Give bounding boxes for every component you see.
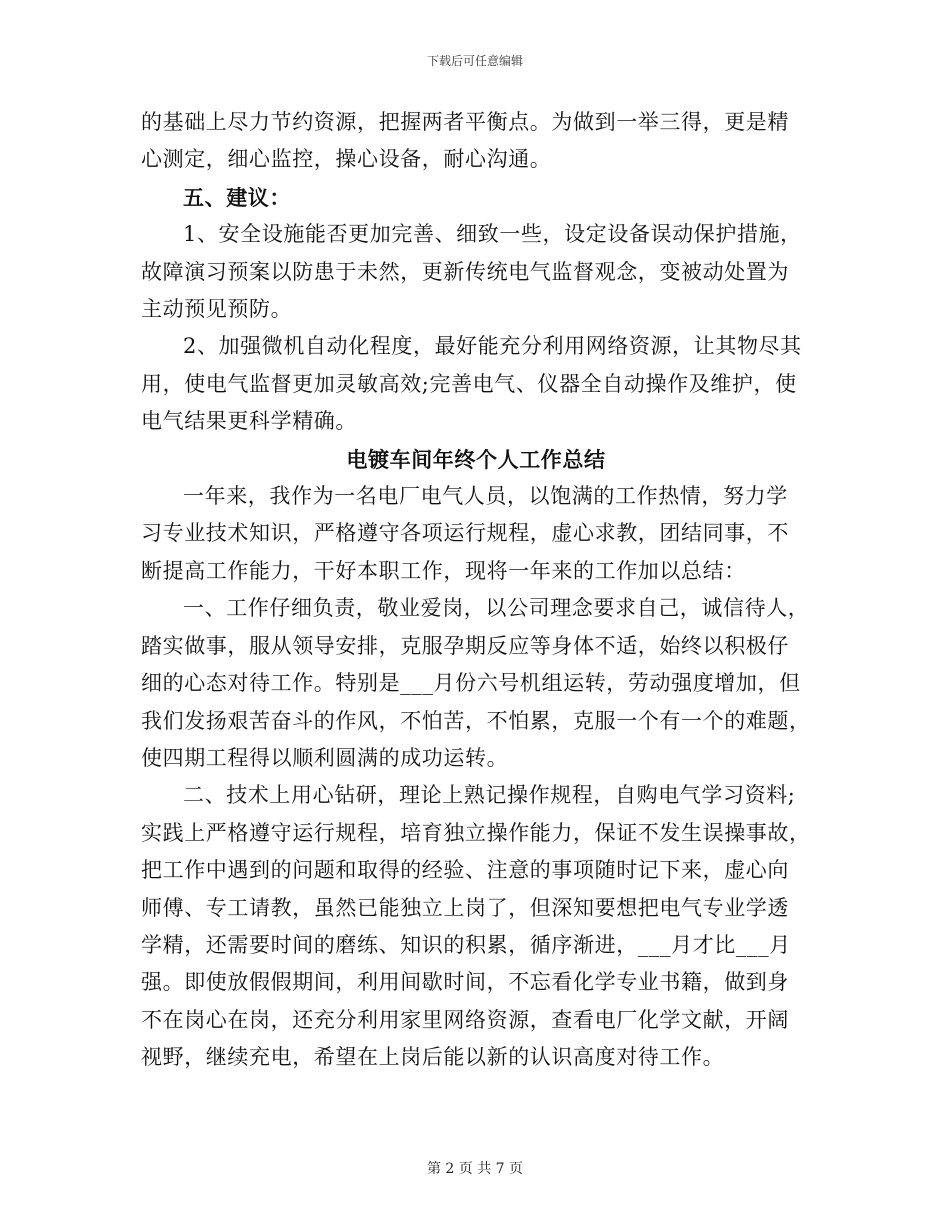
body-line: 不在岗心在岗，还充分利用家里网络资源，查看电厂化学文献，开阔 [141,1007,789,1032]
body-line: 踏实做事，服从领导安排，克服孕期反应等身体不适，始终以积极仔 [141,633,789,658]
body-line: 师傅、专工请教，虽然已能独立上岗了，但深知要想把电气专业学透 [141,895,789,920]
body-line: 的基础上尽力节约资源，把握两者平衡点。为做到一举三得，更是精 [141,110,789,134]
body-line: 一、工作仔细负责，敬业爱岗，以公司理念要求自己，诚信待人， [183,596,810,621]
body-line: 细的心态对待工作。特别是___月份六号机组运转，劳动强度增加，但 [141,671,801,696]
body-line: 习专业技术知识，严格遵守各项运行规程，虚心求教，团结同事，不 [141,521,789,546]
body-line: 心测定，细心监控，操心设备，耐心沟通。 [141,147,552,172]
body-line: 电气结果更科学精确。 [141,409,357,434]
body-line: 用，使电气监督更加灵敏高效;完善电气、仪器全自动操作及维护，使 [141,371,797,396]
body-line: 1、安全设施能否更加完善、细致一些，设定设备误动保护措施， [183,222,802,247]
body-line: 故障演习预案以防患于未然，更新传统电气监督观念，变被动处置为 [141,259,789,284]
body-line: 一年来，我作为一名电厂电气人员，以饱满的工作热情，努力学 [183,484,788,509]
body-line: 学精，还需要时间的磨练、知识的积累，循序渐进，___月才比___月 [141,932,791,957]
section-heading-suggestions: 五、建议： [183,184,291,210]
body-line: 强。即使放假假期间，利用间歇时间，不忘看化学专业书籍，做到身 [141,970,789,995]
page-header: 下载后可任意编辑 [426,54,523,68]
body-line: 2、加强微机自动化程度，最好能充分利用网络资源，让其物尽其 [183,334,802,359]
document-body [141,104,811,1077]
body-line: 断提高工作能力，干好本职工作，现将一年来的工作加以总结： [141,558,746,583]
body-line: 视野，继续充电，希望在上岗后能以新的认识高度对待工作。 [141,1045,725,1070]
page-footer: 第 2 页 共 7 页 [426,1161,524,1177]
body-line: 我们发扬艰苦奋斗的作风，不怕苦，不怕累，克服一个有一个的难题， [141,708,811,733]
body-line: 把工作中遇到的问题和取得的经验、注意的事项随时记下来，虚心向 [141,858,789,883]
body-line: 使四期工程得以顺利圆满的成功运转。 [141,745,509,770]
body-line: 实践上严格遵守运行规程，培育独立操作能力，保证不发生误操事故， [141,820,811,845]
document-title: 电镀车间年终个人工作总结 [346,446,606,472]
body-line: 二、技术上用心钻研，理论上熟记操作规程，自购电气学习资料; [183,783,796,808]
body-line: 主动预见预防。 [141,297,293,322]
